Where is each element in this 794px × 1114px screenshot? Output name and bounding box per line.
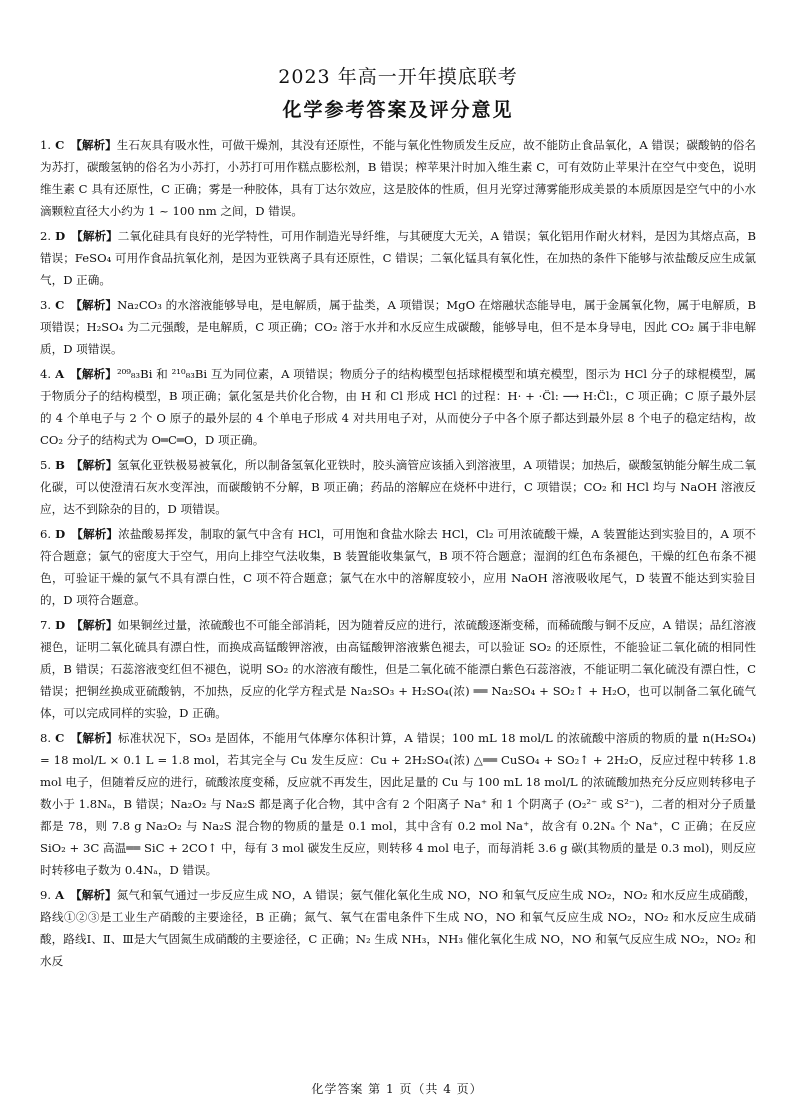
question-number: 1. (40, 138, 52, 152)
answer-letter: D (55, 618, 66, 632)
analysis-text: 如果铜丝过量，浓硫酸也不可能全部消耗，因为随着反应的进行，浓硫酸逐渐变稀，而稀硫酸与铜不反应，A 错误；品红溶液褪色，证明二氧化硫具有漂白性，而换成高锰酸钾溶液，由高锰酸钾溶液紫色褪去，可以验证 SO₂ 的还原性，不能验证二氧化硫的相同性质，B 错误；石蕊溶液变红但不褪色，说明 SO₂ 的水溶液有酸性，但是二氧化硫不能漂白紫色石蕊溶液，不能证明二氧化硫没有漂白性，C 错误；把铜丝换成亚硫酸钠，不加热，反应的化学方程式是 Na₂SO₃ + H₂SO₄(浓) ══ Na₂SO₄ + SO₂↑ + H₂O，也可以制备二氧化硫气体，可以完成同样的实验，D 正确。 (40, 618, 756, 720)
analysis-tag: 【解析】 (70, 888, 117, 902)
question-number: 8. (40, 731, 52, 745)
analysis-tag: 【解析】 (70, 458, 118, 472)
analysis-tag: 【解析】 (70, 138, 117, 152)
page-footer: 化学答案 第 1 页（共 4 页） (311, 1082, 483, 1096)
question-number: 3. (40, 298, 52, 312)
analysis-tag: 【解析】 (70, 367, 117, 381)
analysis-text: Na₂CO₃ 的水溶液能够导电，是电解质，属于盐类，A 项错误；MgO 在熔融状态能导电，属于金属氧化物，属于电解质，B 项错误；H₂SO₄ 为二元强酸，是电解质，C 项正确；CO₂ 溶于水并和水反应生成碳酸，能够导电，但不是本身导电，因此 CO₂ 属于非电解质，D 项错误。 (40, 298, 756, 356)
answer-item (40, 225, 756, 291)
answer-letter: C (55, 731, 65, 745)
analysis-tag: 【解析】 (70, 298, 118, 312)
answer-item (40, 134, 756, 222)
analysis-text: 二氧化硅具有良好的光学特性，可用作制造光导纤维，与其硬度大无关，A 错误；氧化铝用作耐火材料，是因为其熔点高，B 错误；FeSO₄ 可用作食品抗氧化剂，是因为亚铁离子具有还原性，C 错误；二氧化锰具有氧化性，在加热的条件下能够与浓盐酸反应生成氯气，D 正确。 (40, 229, 756, 287)
answer-letter: D (55, 527, 66, 541)
analysis-text: ²⁰⁹₈₃Bi 和 ²¹⁰₈₃Bi 互为同位素，A 项错误；物质分子的结构模型包括球棍模型和填充模型，图示为 HCl 分子的球棍模型，属于物质分子的结构模型，B 项正确；氯化氢是共价化合物，由 H 和 Cl 形成 HCl 的过程：H· + ·C̈l: ⟶ H:C̈l:，C 项正确；C 原子最外层的 4 个单电子与 2 个 O 原子的最外层的 4 个单电子形成 4 对共用电子对，从而使分子中各个原子都达到最外层 8 个电子的稳定结构，故 CO₂ 分子的结构式为 O═C═O，D 项正确。 (40, 367, 756, 447)
analysis-tag: 【解析】 (70, 731, 118, 745)
question-number: 4. (40, 367, 52, 381)
analysis-text: 标准状况下，SO₃ 是固体，不能用气体摩尔体积计算，A 错误；100 mL 18 mol/L 的浓硫酸中溶质的物质的量 n(H₂SO₄) = 18 mol/L × 0.1 L = 1.8 mol，若其完全与 Cu 发生反应：Cu + 2H₂SO₄(浓) △══ CuSO₄ + SO₂↑ + 2H₂O，反应过程中转移 1.8 mol 电子，但随着反应的进行，硫酸浓度变稀，反应就不再发生，因此足量的 Cu 与 100 mL 18 mol/L 的浓硫酸加热充分反应则转移电子数小于 1.8Nₐ，B 错误；Na₂O₂ 与 Na₂S 都是离子化合物，其中含有 2 个阳离子 Na⁺ 和 1 个阴离子 (O₂²⁻ 或 S²⁻)，二者的相对分子质量都是 78，则 7.8 g Na₂O₂ 与 Na₂S 混合物的物质的量是 0.1 mol，其中含有 0.2 mol Na⁺，故含有 0.2Nₐ 个 Na⁺，C 正确；在反应 SiO₂ + 3C 高温══ SiC + 2CO↑ 中，每有 3 mol 碳发生反应，则转移 4 mol 电子，而每消耗 3.6 g 碳(其物质的量是 0.3 mol)，则反应时转移电子数为 0.4Nₐ，D 错误。 (40, 731, 756, 877)
answer-item (40, 523, 756, 611)
analysis-text: 生石灰具有吸水性，可做干燥剂，其没有还原性，不能与氧化性物质发生反应，故不能防止食品氧化，A 错误；碳酸钠的俗名为苏打，碳酸氢钠的俗名为小苏打，小苏打可用作糕点膨松剂，B 错误；榨苹果汁时加入维生素 C，可有效防止苹果汁在空气中变色，说明维生素 C 具有还原性，C 正确；雾是一种胶体，具有丁达尔效应，这是胶体的性质，但月光穿过薄雾能形成美景的本质原因是空气中的小水滴颗粒直径大小约为 1 ~ 100 nm 之间，D 错误。 (40, 138, 756, 218)
question-number: 9. (40, 888, 52, 902)
answer-letter: A (55, 888, 65, 902)
answer-letter: A (55, 367, 65, 381)
answer-letter: B (55, 458, 65, 472)
page-subtitle: 化学参考答案及评分意见 (282, 99, 514, 121)
analysis-text: 氮气和氧气通过一步反应生成 NO，A 错误；氨气催化氧化生成 NO，NO 和氧气反应生成 NO₂，NO₂ 和水反应生成硝酸，路线①②③是工业生产硝酸的主要途径，B 正确；氮气、氧气在雷电条件下生成 NO，NO 和氧气反应生成 NO₂，NO₂ 和水反应生成硝酸，路线Ⅰ、Ⅱ、Ⅲ是大气固氮生成硝酸的主要途径，C 正确；N₂ 生成 NH₃，NH₃ 催化氧化生成 NO，NO 和氧气反应生成 NO₂，NO₂ 和水反 (40, 888, 756, 968)
answer-item (40, 454, 756, 520)
analysis-text: 氢氧化亚铁极易被氧化，所以制备氢氧化亚铁时，胶头滴管应该插入到溶液里，A 项错误；加热后，碳酸氢钠能分解生成二氧化碳，可以使澄清石灰水变浑浊，而碳酸钠不分解，B 项正确；药品的溶解应在烧杯中进行，C 项错误；CO₂ 和 HCl 均与 NaOH 溶液反应，达不到除杂的目的，D 项错误。 (40, 458, 756, 516)
answer-item (40, 727, 756, 881)
question-number: 6. (40, 527, 52, 541)
answer-list (40, 134, 756, 972)
answer-letter: C (55, 298, 65, 312)
answer-item (40, 614, 756, 724)
answer-item (40, 363, 756, 451)
page-title: 2023 年高一开年摸底联考 (278, 66, 518, 88)
answer-letter: D (55, 229, 66, 243)
question-number: 5. (40, 458, 52, 472)
analysis-text: 浓盐酸易挥发，制取的氯气中含有 HCl，可用饱和食盐水除去 HCl，Cl₂ 可用浓硫酸干燥，A 装置能达到实验目的，A 项不符合题意；氯气的密度大于空气，用向上排空气法收集，B 装置能收集氯气，B 项不符合题意；湿润的红色布条褪色，干燥的红色布条不褪色，可验证干燥的氯气不具有漂白性，C 项不符合题意；氯气在水中的溶解度较小，应用 NaOH 溶液吸收尾气，D 装置不能达到实验目的，D 项符合题意。 (40, 527, 756, 607)
answer-page (40, 62, 756, 975)
answer-letter: C (55, 138, 65, 152)
analysis-tag: 【解析】 (71, 229, 118, 243)
question-number: 2. (40, 229, 52, 243)
answer-item (40, 884, 756, 972)
analysis-tag: 【解析】 (71, 527, 119, 541)
analysis-tag: 【解析】 (71, 618, 118, 632)
question-number: 7. (40, 618, 52, 632)
answer-item (40, 294, 756, 360)
